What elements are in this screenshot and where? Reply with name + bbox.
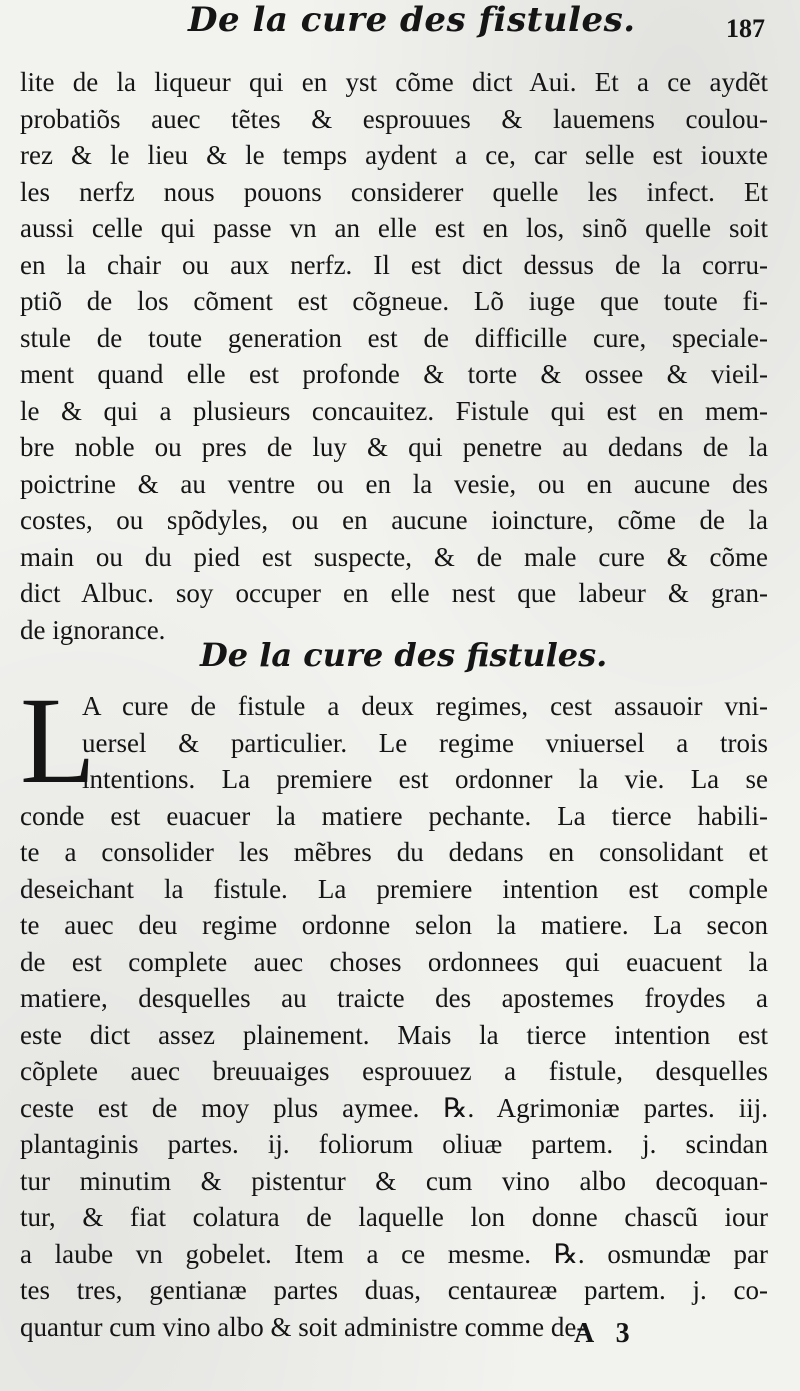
text-line: A cure de fistule a deux regimes, cest assauoir vni-: [82, 691, 768, 721]
drop-capital: L: [20, 672, 96, 809]
text-line: conde est euacuer la matiere pechante. La tierce habili-: [20, 800, 768, 831]
paragraph-continued: [20, 64, 768, 648]
running-head: De la cure des fistules.: [188, 0, 636, 40]
text-line: de est complete auec choses ordonnees qui euacuent la: [20, 946, 768, 977]
section-heading: De la cure des fistules.: [200, 636, 608, 674]
text-line: bre noble ou pres de luy & qui penetre au dedans de la: [20, 432, 768, 462]
text-line: deseichant la fistule. La premiere intention est comple: [20, 873, 768, 904]
text-line: les nerfz nous pouons considerer quelle les infect. Et: [20, 176, 768, 207]
text-line: poictrine & au ventre ou en la vesie, ou en aucune des: [20, 468, 768, 499]
text-line: te auec deu regime ordonne selon la matiere. La secon: [20, 910, 768, 940]
text-line: aussi celle qui passe vn an elle est en los, sinõ quelle soit: [20, 213, 768, 243]
text-line: a laube vn gobelet. Item a ce mesme. ℞. osmundæ par: [20, 1238, 768, 1269]
text-line: ment quand elle est profonde & torte & ossee & vieil-: [20, 359, 768, 389]
text-line: quantur cum vino albo & soit administre comme de-: [20, 1311, 586, 1342]
text-line: cõplete auec breuuaiges esprouuez a fistule, desquelles: [20, 1056, 768, 1086]
text-line: plantaginis partes. ij. foliorum oliuæ partem. j. scindan: [20, 1129, 768, 1159]
text-line: probatiõs auec tẽtes & esprouues & lauemens coulou-: [20, 103, 768, 134]
text-line: stule de toute generation est de difficille cure, speciale-: [20, 322, 768, 353]
text-line: uersel & particulier. Le regime vniuersel a trois: [82, 727, 768, 758]
text-line: intentions. La premiere est ordonner la vie. La se: [82, 764, 768, 794]
text-line: te a consolider les mẽbres du dedans en consolidant et: [20, 837, 768, 867]
text-line: de ignorance.: [20, 614, 166, 645]
paragraph-cure: [20, 672, 768, 1345]
text-line: ceste est de moy plus aymee. ℞. Agrimoniæ partes. iij.: [20, 1092, 768, 1123]
text-line: en la chair ou aux nerfz. Il est dict dessus de la corru-: [20, 249, 768, 280]
text-line: matiere, desquelles au traicte des apostemes froydes a: [20, 983, 768, 1013]
text-line: main ou du pied est suspecte, & de male cure & cõme: [20, 541, 768, 572]
signature-mark: A 3: [574, 1318, 638, 1349]
text-line: ptiõ de los cõment est cõgneue. Lõ iuge que toute fi-: [20, 286, 768, 316]
text-line: le & qui a plusieurs concauitez. Fistule qui est en mem-: [20, 395, 768, 426]
page-number: 187: [726, 14, 765, 43]
text-line: tes tres, gentianæ partes duas, centaureæ partem. j. co-: [20, 1275, 768, 1305]
text-line: tur, & fiat colatura de laquelle lon donne chascũ iour: [20, 1202, 768, 1232]
text-line: este dict assez plainement. Mais la tierce intention est: [20, 1019, 768, 1050]
text-line: rez & le lieu & le temps aydent a ce, car selle est iouxte: [20, 140, 768, 170]
text-line: lite de la liqueur qui en yst cõme dict Aui. Et a ce aydẽt: [20, 67, 768, 97]
text-line: tur minutim & pistentur & cum vino albo decoquan-: [20, 1165, 768, 1196]
text-line: dict Albuc. soy occuper en elle nest que labeur & gran-: [20, 578, 768, 608]
text-line: costes, ou spõdyles, ou en aucune ioincture, cõme de la: [20, 505, 768, 535]
